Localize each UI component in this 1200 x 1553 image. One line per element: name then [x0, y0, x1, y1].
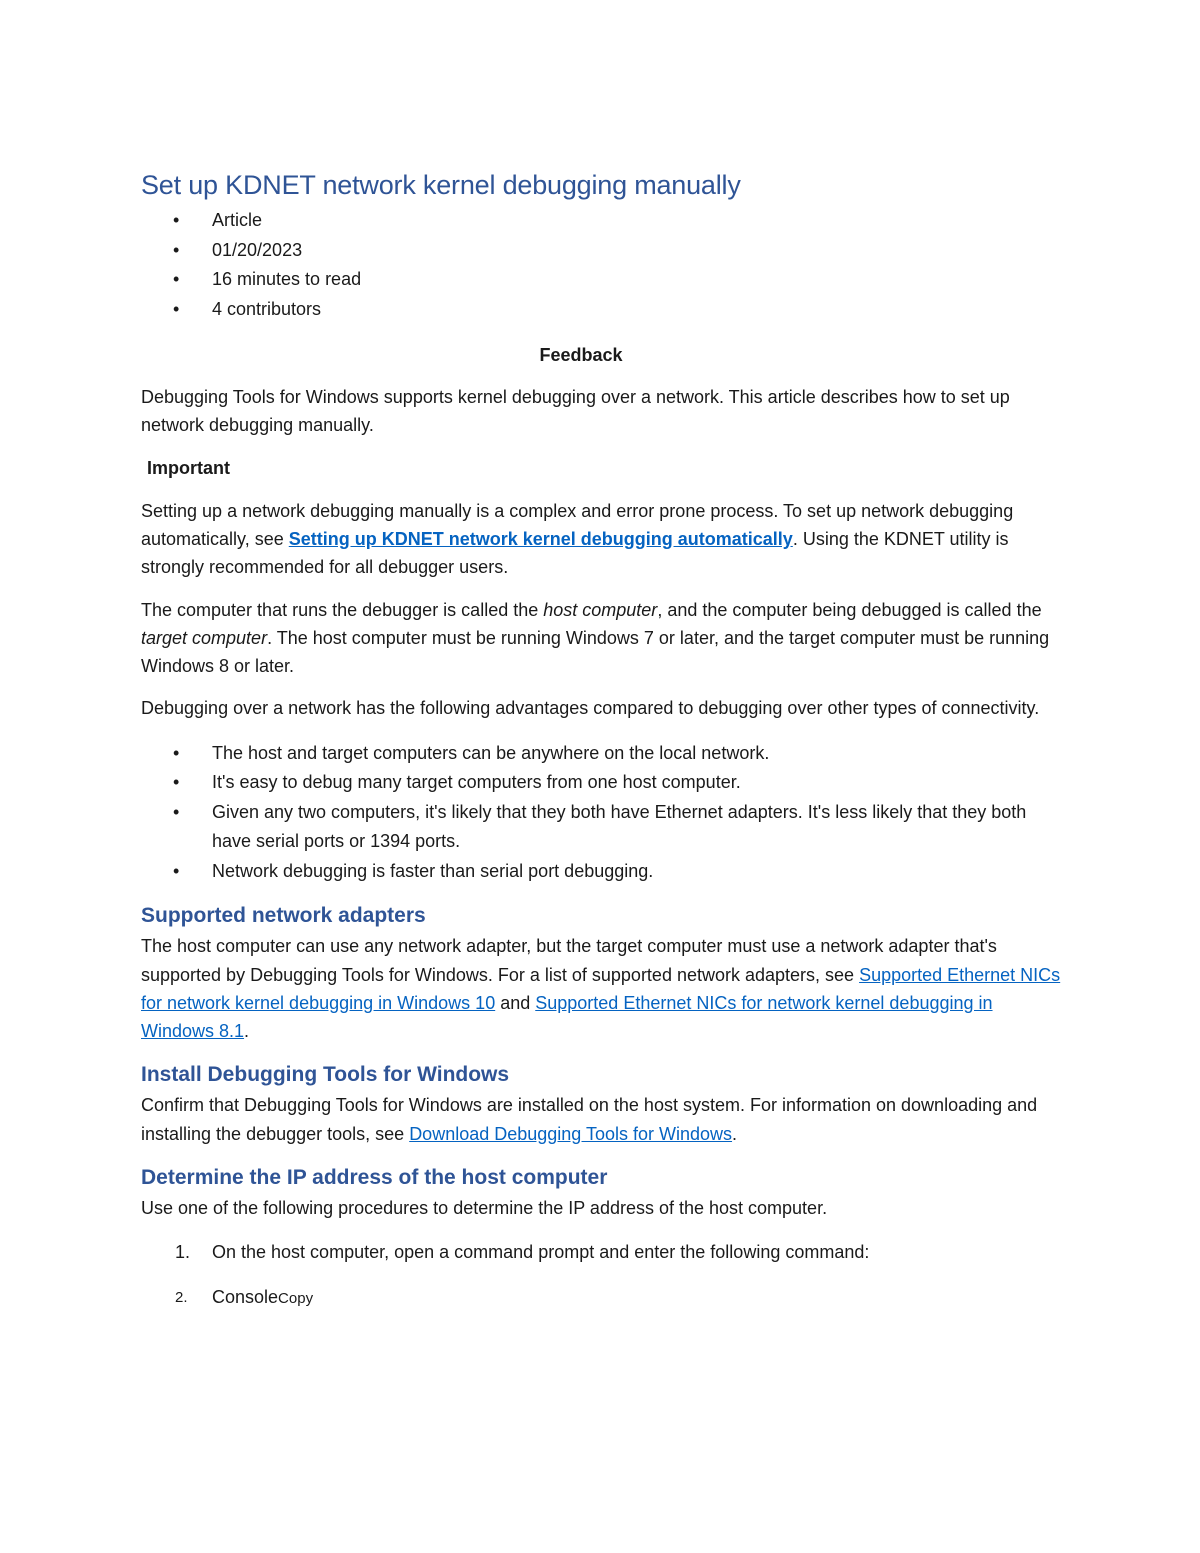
advantages-intro: Debugging over a network has the following advantages compared to debugging over other types of connectivity.: [141, 698, 1040, 719]
advantage-item: • It's easy to debug many target computers from one host computer.: [141, 768, 1061, 798]
page-title: Set up KDNET network kernel debugging manually: [141, 170, 741, 200]
meta-item-contributors: • 4 contributors: [141, 295, 1061, 325]
important-paragraph: [141, 497, 1061, 582]
heading-install-tools: Install Debugging Tools for Windows: [141, 1063, 510, 1087]
step-number: 2.: [175, 1288, 188, 1306]
adapters-text-middle: and: [495, 992, 536, 1013]
ip-steps-list: [141, 1238, 1061, 1313]
host-computer-term: host computer: [543, 599, 658, 620]
nics-windows-8-1-link[interactable]: Supported Ethernet NICs for network kernel debugging in Windows 8.1: [141, 992, 993, 1042]
host-target-text-3: . The host computer must be running Windows 7 or later, and the target computer must be running Windows 8 or later.: [141, 627, 1050, 677]
kdnet-automatic-link[interactable]: Setting up KDNET network kernel debugging automatically: [288, 529, 793, 549]
step-text: Console: [212, 1286, 279, 1307]
install-text-before: Confirm that Debugging Tools for Windows are installed on the host system. For information on downloading and installing the debugger tools, see: [141, 1095, 1038, 1144]
advantages-list: [141, 739, 1061, 887]
target-computer-term: target computer: [141, 627, 268, 648]
advantage-item: • The host and target computers can be anywhere on the local network.: [141, 739, 1061, 769]
important-label: Important: [147, 458, 230, 479]
install-text-after: .: [732, 1123, 738, 1144]
meta-item-date: • 01/20/2023: [141, 236, 1061, 266]
important-text-before: Setting up a network debugging manually is a complex and error prone process. To set up network debugging automatically, see: [141, 500, 1014, 549]
article-content: [141, 168, 1061, 1313]
step-item: [141, 1238, 1061, 1268]
host-target-paragraph: [141, 596, 1061, 681]
important-text-after: . Using the KDNET utility is strongly recommended for all debugger users.: [141, 529, 1009, 578]
determine-ip-paragraph: Use one of the following procedures to determine the IP address of the host computer.: [141, 1198, 828, 1219]
step-text: On the host computer, open a command prompt and enter the following command:: [212, 1242, 870, 1263]
host-target-text-1: The computer that runs the debugger is called the: [141, 599, 544, 620]
heading-determine-ip: Determine the IP address of the host computer: [141, 1166, 608, 1190]
feedback-label[interactable]: Feedback: [539, 344, 623, 365]
download-tools-link[interactable]: Download Debugging Tools for Windows: [409, 1123, 733, 1144]
adapters-paragraph: [141, 932, 1061, 1045]
advantage-item: • Network debugging is faster than serial port debugging.: [141, 857, 1061, 887]
adapters-text-after: .: [244, 1021, 250, 1042]
adapters-text-before: The host computer can use any network adapter, but the target computer must use a network adapter that's supported by Debugging Tools for Windows. For a list of supported network adapters, see: [141, 936, 997, 985]
meta-item-read-time: • 16 minutes to read: [141, 265, 1061, 295]
copy-label[interactable]: Copy: [278, 1289, 314, 1307]
nics-windows-10-link[interactable]: Supported Ethernet NICs for network kernel debugging in Windows 10: [141, 964, 1061, 1013]
step-number: 1.: [175, 1242, 191, 1263]
install-paragraph: [141, 1091, 1061, 1148]
heading-supported-adapters: Supported network adapters: [141, 904, 426, 928]
article-meta-list: [141, 206, 1061, 325]
advantage-item: • Given any two computers, it's likely that they both have Ethernet adapters. It's less likely that they both have serial ports or 1394 ports.: [141, 798, 1061, 857]
intro-paragraph: Debugging Tools for Windows supports kernel debugging over a network. This article describes how to set up network debugging manually.: [141, 386, 1010, 436]
host-target-text-2: , and the computer being debugged is called the: [657, 599, 1042, 620]
meta-item-type: • Article: [141, 206, 1061, 236]
step-item: [141, 1283, 1061, 1314]
